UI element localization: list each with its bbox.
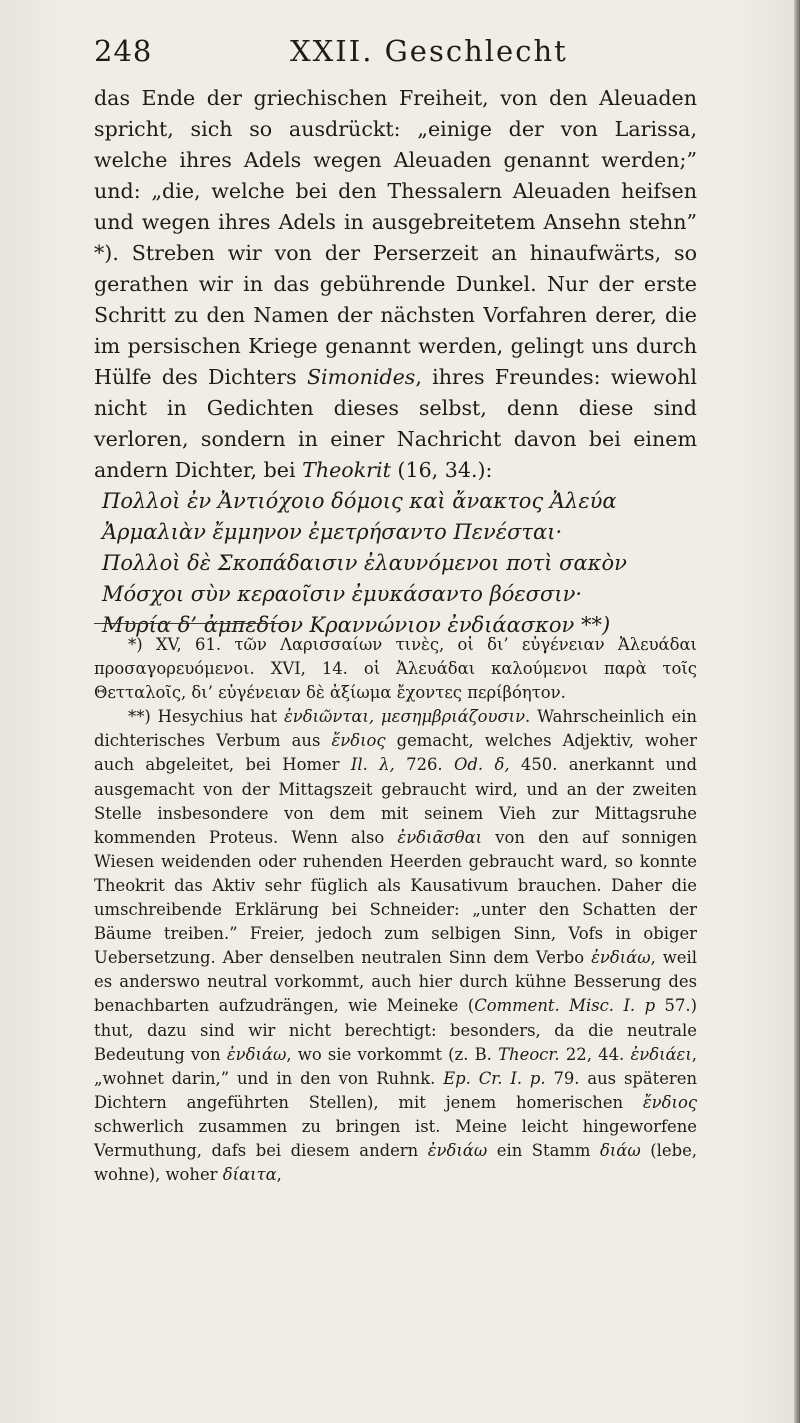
footnote-divider bbox=[94, 623, 288, 624]
verse-line: Πολλοὶ δὲ Σκοπάδαισιν ἐλαυνόμενοι ποτὶ σακὸν bbox=[102, 551, 627, 575]
paragraph-text-2: , ihres Freundes: wiewohl nicht in Gedichten dieses selbst, denn diese sind verloren, sondern in einer Nachricht davon bei einem andern Dichter, bei bbox=[94, 365, 697, 482]
verse-line: Μόσχοι σὺν κεραοῖσιν ἐμυκάσαντο βόεσσιν· bbox=[102, 582, 583, 606]
fn-text: schwerlich zusammen zu bringen ist. Meine leicht hingeworfene Vermuthung, dafs bei diesem andern bbox=[94, 1116, 697, 1160]
verse-line: Ἀρμαλιὰν ἔμμηνον ἐμετρήσαντο Πενέσται· bbox=[102, 520, 563, 544]
verse-line: Πολλοὶ ἐν Ἀντιόχοιο δόμοις καὶ ἄνακτος Ἀλεύα bbox=[102, 489, 617, 513]
name-theokrit: Theokrit bbox=[302, 458, 391, 482]
fn-text: 22, 44. bbox=[559, 1044, 631, 1064]
fn-text: , wo sie vorkommt (z. B. bbox=[286, 1044, 499, 1064]
fn-text: , bbox=[276, 1165, 282, 1185]
footnote-1: *) XV, 61. τῶν Λαρισσαίων τινὲς, οἱ δι’ εὐγένειαν Ἀλευάδαι προσαγορευόμενοι. XVI, 14. οἱ Ἀλευάδαι καλούμενοι παρὰ τοῖς Θετταλοῖς, δι’ εὐγένειαν δὲ ἀξίωμα ἔχοντες περίβόητον. bbox=[94, 635, 697, 703]
fn-reference: Comment. Misc. I. p bbox=[474, 996, 656, 1016]
fn-greek: ἔνδιος bbox=[642, 1092, 697, 1112]
fn-text: **) Hesychius hat bbox=[128, 707, 284, 727]
name-simonides: Simonides bbox=[306, 365, 416, 389]
fn-text: gemacht, welches Adjektiv, woher auch abgeleitet, bei Homer bbox=[94, 731, 698, 775]
fn-greek: ἐνδιῶνται, μεσημβριάζουσιν bbox=[283, 707, 526, 727]
fn-text: 57.) thut, dazu sind wir nicht berechtigt: besonders, da die neutrale Bedeutung von bbox=[94, 996, 698, 1064]
page-number: 248 bbox=[94, 34, 153, 68]
paragraph bbox=[94, 83, 697, 486]
citation: (16, 34.): bbox=[390, 458, 493, 482]
fn-text: (lebe, wohne), woher bbox=[94, 1140, 697, 1185]
fn-greek: ἐνδιάω bbox=[226, 1044, 287, 1064]
paragraph-text: das Ende der griechischen Freiheit, von den Aleuaden spricht, sich so ausdrückt: „einige der von Larissa, welche ihres Adels wegen Aleuaden genannt werden;” und: „die, welche bei den Thessalern Aleuaden heifsen und wegen ihres Adels in ausgebreitetem Ansehn stehn” *). Streben wir von der Perserzeit an hinaufwärts, so gerathen wir in das gebührende Dunkel. Nur der erste Schritt zu den Namen der nächsten Vorfahren derer, die im persischen Kriege genannt werden, gelingt uns durch Hülfe des Dichters bbox=[94, 86, 697, 389]
footnotes bbox=[94, 633, 697, 1187]
fn-text: , „wohnet darin,” und in den von Ruhnk. bbox=[94, 1044, 698, 1088]
fn-text: 450. anerkannt und ausgemacht von der Mittagszeit gebraucht wird, und an der zweiten Stelle insbesondere von dem mit seinem Vieh zur Mittagsruhe kommenden Proteus. Wenn also bbox=[94, 755, 697, 847]
fn-reference: Il. λ, bbox=[350, 755, 395, 775]
fn-reference: Ep. Cr. I. p. bbox=[443, 1068, 546, 1088]
fn-text: ein Stamm bbox=[487, 1140, 600, 1160]
fn-text: , weil es anderswo neutral vorkommt, auch hier durch kühne Besserung des benachbarten aufzudrängen, wie Meineke ( bbox=[94, 948, 697, 1016]
chapter-title: XXII. Geschlecht bbox=[290, 34, 568, 68]
footnote-2 bbox=[94, 705, 697, 1187]
fn-text: von den auf sonnigen Wiesen weidenden oder ruhenden Heerden gebraucht ward, so konnte Theokrit das Aktiv sehr füglich als Kausativum brauchen. Daher die umschreibende Erklärung bei Schneider: „unter den Schatten der Bäume treiben.” Freier, jedoch zum selbigen Sinn, Vofs in obiger Uebersetzung. Aber denselben neutralen Sinn dem Verbo bbox=[94, 827, 697, 968]
verse-line: Μυρία δ’ ἀμπεδίον Κραννώνιον ἐνδιάασκον **) bbox=[102, 613, 611, 637]
fn-text: . Wahrscheinlich ein dichterisches Verbum aus bbox=[94, 707, 697, 751]
fn-text: 79. aus späteren Dichtern angeführten Stellen), mit jenem homerischen bbox=[94, 1068, 697, 1112]
fn-greek: ἐνδιάω bbox=[427, 1140, 488, 1160]
main-text bbox=[94, 83, 697, 641]
greek-verse bbox=[102, 486, 697, 641]
fn-greek: δίαιτα bbox=[222, 1165, 277, 1185]
fn-greek: ἐνδιάω bbox=[591, 948, 651, 968]
fn-reference: Theocr. bbox=[498, 1044, 560, 1064]
fn-greek: ἔνδιος bbox=[331, 731, 386, 751]
fn-reference: Od. δ, bbox=[453, 755, 510, 775]
fn-greek: διάω bbox=[599, 1140, 641, 1160]
page-edge-shadow bbox=[794, 0, 800, 1423]
fn-greek: ἐνδιᾶσθαι bbox=[397, 827, 483, 847]
running-header bbox=[94, 34, 694, 74]
fn-greek: ἐνδιάει bbox=[630, 1044, 692, 1064]
fn-text: 726. bbox=[394, 755, 454, 775]
